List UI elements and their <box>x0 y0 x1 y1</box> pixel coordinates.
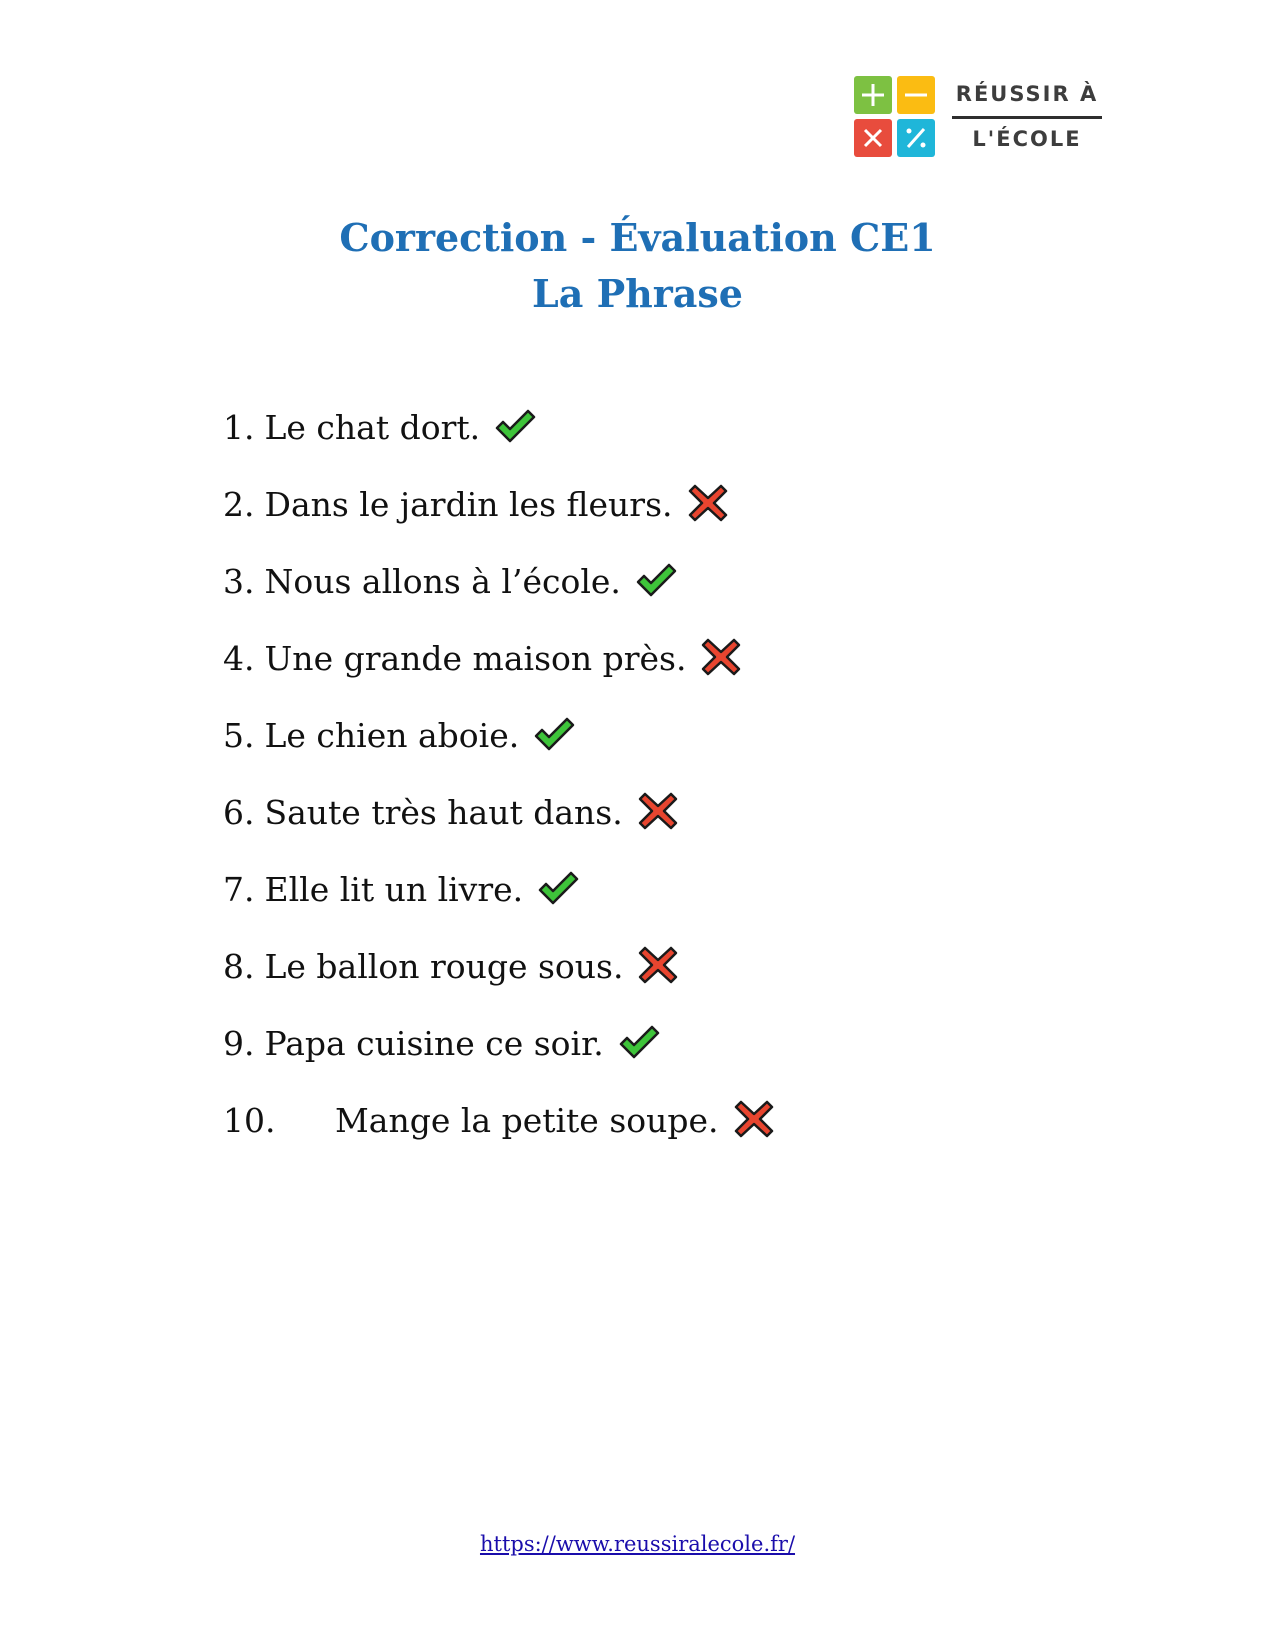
item-number: 7. <box>223 870 255 909</box>
website-link[interactable]: https://www.reussiralecole.fr/ <box>479 1532 796 1556</box>
item-number: 9. <box>223 1024 255 1063</box>
minus-icon <box>897 76 935 114</box>
footer <box>0 1532 1275 1556</box>
answer-list <box>223 408 775 1178</box>
cross-icon <box>733 1099 775 1139</box>
list-item <box>223 1101 775 1178</box>
list-item <box>223 870 775 947</box>
item-number: 10. <box>223 1101 276 1140</box>
cross-icon <box>637 791 679 831</box>
list-item <box>223 408 775 485</box>
item-sentence: Une grande maison près. <box>264 639 687 678</box>
title-line-1: Correction - Évaluation CE1 <box>339 215 936 260</box>
check-icon <box>533 714 575 754</box>
item-sentence: Elle lit un livre. <box>264 870 524 909</box>
item-number: 4. <box>223 639 255 678</box>
cross-icon <box>637 945 679 985</box>
site-logo <box>854 76 1104 158</box>
item-number: 2. <box>223 485 255 524</box>
check-icon <box>494 406 536 446</box>
list-item <box>223 1024 775 1101</box>
page-title <box>0 210 1275 322</box>
item-sentence: Mange la petite soupe. <box>335 1101 719 1140</box>
check-icon <box>635 560 677 600</box>
item-number: 8. <box>223 947 255 986</box>
check-icon <box>618 1022 660 1062</box>
logo-math-grid <box>854 76 936 158</box>
item-sentence: Le ballon rouge sous. <box>264 947 624 986</box>
item-sentence: Nous allons à l’école. <box>264 562 621 601</box>
item-sentence: Papa cuisine ce soir. <box>264 1024 604 1063</box>
list-item <box>223 947 775 1024</box>
title-line-2: La Phrase <box>532 271 743 316</box>
logo-line-1: RÉUSSIR À <box>955 82 1099 106</box>
logo-line-2: L'ÉCOLE <box>972 127 1082 151</box>
item-sentence: Le chien aboie. <box>264 716 520 755</box>
cross-icon <box>687 483 729 523</box>
item-number: 3. <box>223 562 255 601</box>
item-number: 5. <box>223 716 255 755</box>
list-item <box>223 562 775 639</box>
plus-icon <box>854 76 892 114</box>
list-item <box>223 793 775 870</box>
percent-icon <box>897 119 935 157</box>
list-item <box>223 485 775 562</box>
list-item <box>223 716 775 793</box>
item-sentence: Le chat dort. <box>264 408 481 447</box>
multiply-icon <box>854 119 892 157</box>
cross-icon <box>700 637 742 677</box>
logo-wordmark <box>952 76 1102 158</box>
check-icon <box>537 868 579 908</box>
list-item <box>223 639 775 716</box>
item-number: 6. <box>223 793 255 832</box>
item-sentence: Dans le jardin les fleurs. <box>264 485 673 524</box>
item-sentence: Saute très haut dans. <box>264 793 623 832</box>
item-number: 1. <box>223 408 255 447</box>
logo-divider <box>952 116 1102 119</box>
